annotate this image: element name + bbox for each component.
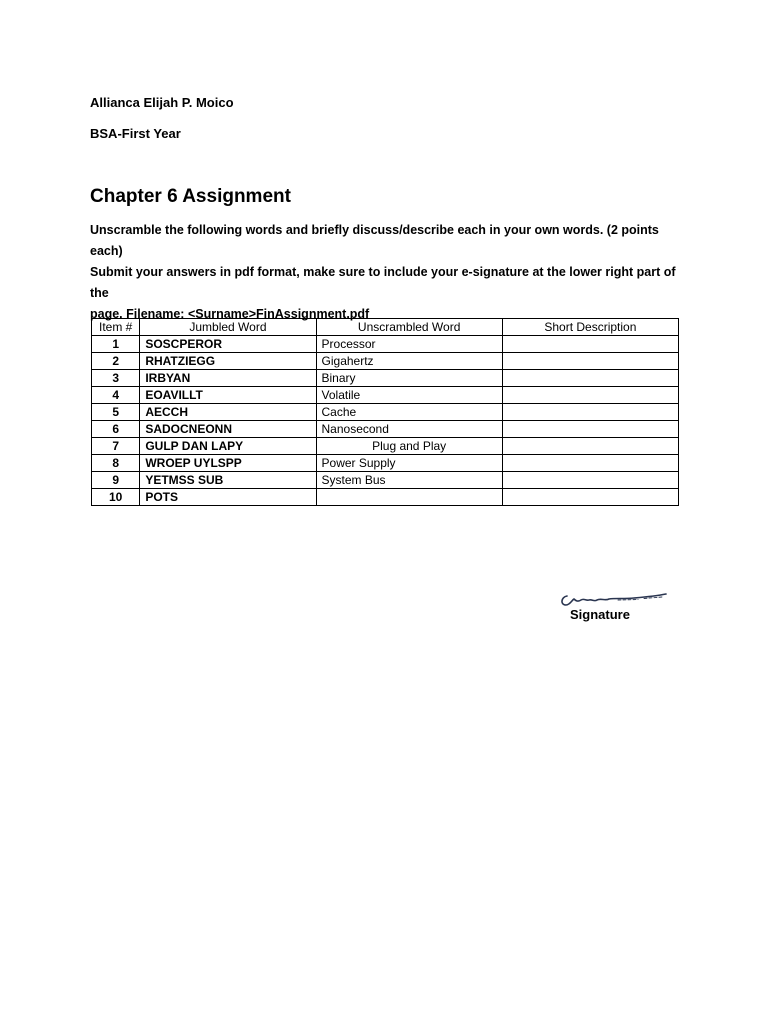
course-year: BSA-First Year — [90, 126, 181, 141]
short-description — [502, 336, 678, 353]
unscrambled-word: Volatile — [316, 387, 502, 404]
header-jumbled-word: Jumbled Word — [140, 319, 316, 336]
jumbled-word: POTS — [140, 489, 316, 506]
table-row — [92, 438, 679, 455]
item-number: 1 — [92, 336, 140, 353]
item-number: 4 — [92, 387, 140, 404]
page-title: Chapter 6 Assignment — [90, 186, 291, 207]
instruction-line: page. Filename: <Surname>FinAssignment.pdf — [90, 307, 370, 321]
table-row — [92, 387, 679, 404]
unscrambled-word: Gigahertz — [316, 353, 502, 370]
short-description — [502, 472, 678, 489]
jumbled-word: SOSCPEROR — [140, 336, 316, 353]
short-description — [502, 370, 678, 387]
signature-label: Signature — [570, 607, 630, 622]
item-number: 6 — [92, 421, 140, 438]
student-name: Allianca Elijah P. Moico — [90, 95, 234, 110]
short-description — [502, 353, 678, 370]
table-row — [92, 472, 679, 489]
item-number: 3 — [92, 370, 140, 387]
unscrambled-word: Binary — [316, 370, 502, 387]
assignment-table — [91, 318, 679, 506]
item-number: 2 — [92, 353, 140, 370]
table-row — [92, 489, 679, 506]
item-number: 9 — [92, 472, 140, 489]
header-unscrambled-word: Unscrambled Word — [316, 319, 502, 336]
unscrambled-word: System Bus — [316, 472, 502, 489]
short-description — [502, 404, 678, 421]
jumbled-word: IRBYAN — [140, 370, 316, 387]
item-number: 5 — [92, 404, 140, 421]
item-number: 8 — [92, 455, 140, 472]
table-row — [92, 336, 679, 353]
unscrambled-word: Processor — [316, 336, 502, 353]
jumbled-word: SADOCNEONN — [140, 421, 316, 438]
jumbled-word: GULP DAN LAPY — [140, 438, 316, 455]
jumbled-word: AECCH — [140, 404, 316, 421]
jumbled-word: WROEP UYLSPP — [140, 455, 316, 472]
table-row — [92, 353, 679, 370]
header-item-number: Item # — [92, 319, 140, 336]
unscrambled-word: Plug and Play — [316, 438, 502, 455]
short-description — [502, 455, 678, 472]
table-row — [92, 455, 679, 472]
table-row — [92, 370, 679, 387]
instruction-line: Submit your answers in pdf format, make sure to include your e-signature at the lower right part of the — [90, 265, 676, 300]
short-description — [502, 421, 678, 438]
short-description — [502, 387, 678, 404]
unscrambled-word: Nanosecond — [316, 421, 502, 438]
table-header-row — [92, 319, 679, 336]
table-row — [92, 421, 679, 438]
table-row — [92, 404, 679, 421]
item-number: 10 — [92, 489, 140, 506]
jumbled-word: YETMSS SUB — [140, 472, 316, 489]
instruction-line: Unscramble the following words and briefly discuss/describe each in your own words. (2 points each) — [90, 223, 659, 258]
header-short-description: Short Description — [502, 319, 678, 336]
unscrambled-word: Power Supply — [316, 455, 502, 472]
signature-stroke — [562, 594, 666, 605]
jumbled-word: EOAVILLT — [140, 387, 316, 404]
unscrambled-word: Cache — [316, 404, 502, 421]
short-description — [502, 438, 678, 455]
unscrambled-word — [316, 489, 502, 506]
jumbled-word: RHATZIEGG — [140, 353, 316, 370]
item-number: 7 — [92, 438, 140, 455]
instructions — [90, 220, 690, 325]
short-description — [502, 489, 678, 506]
